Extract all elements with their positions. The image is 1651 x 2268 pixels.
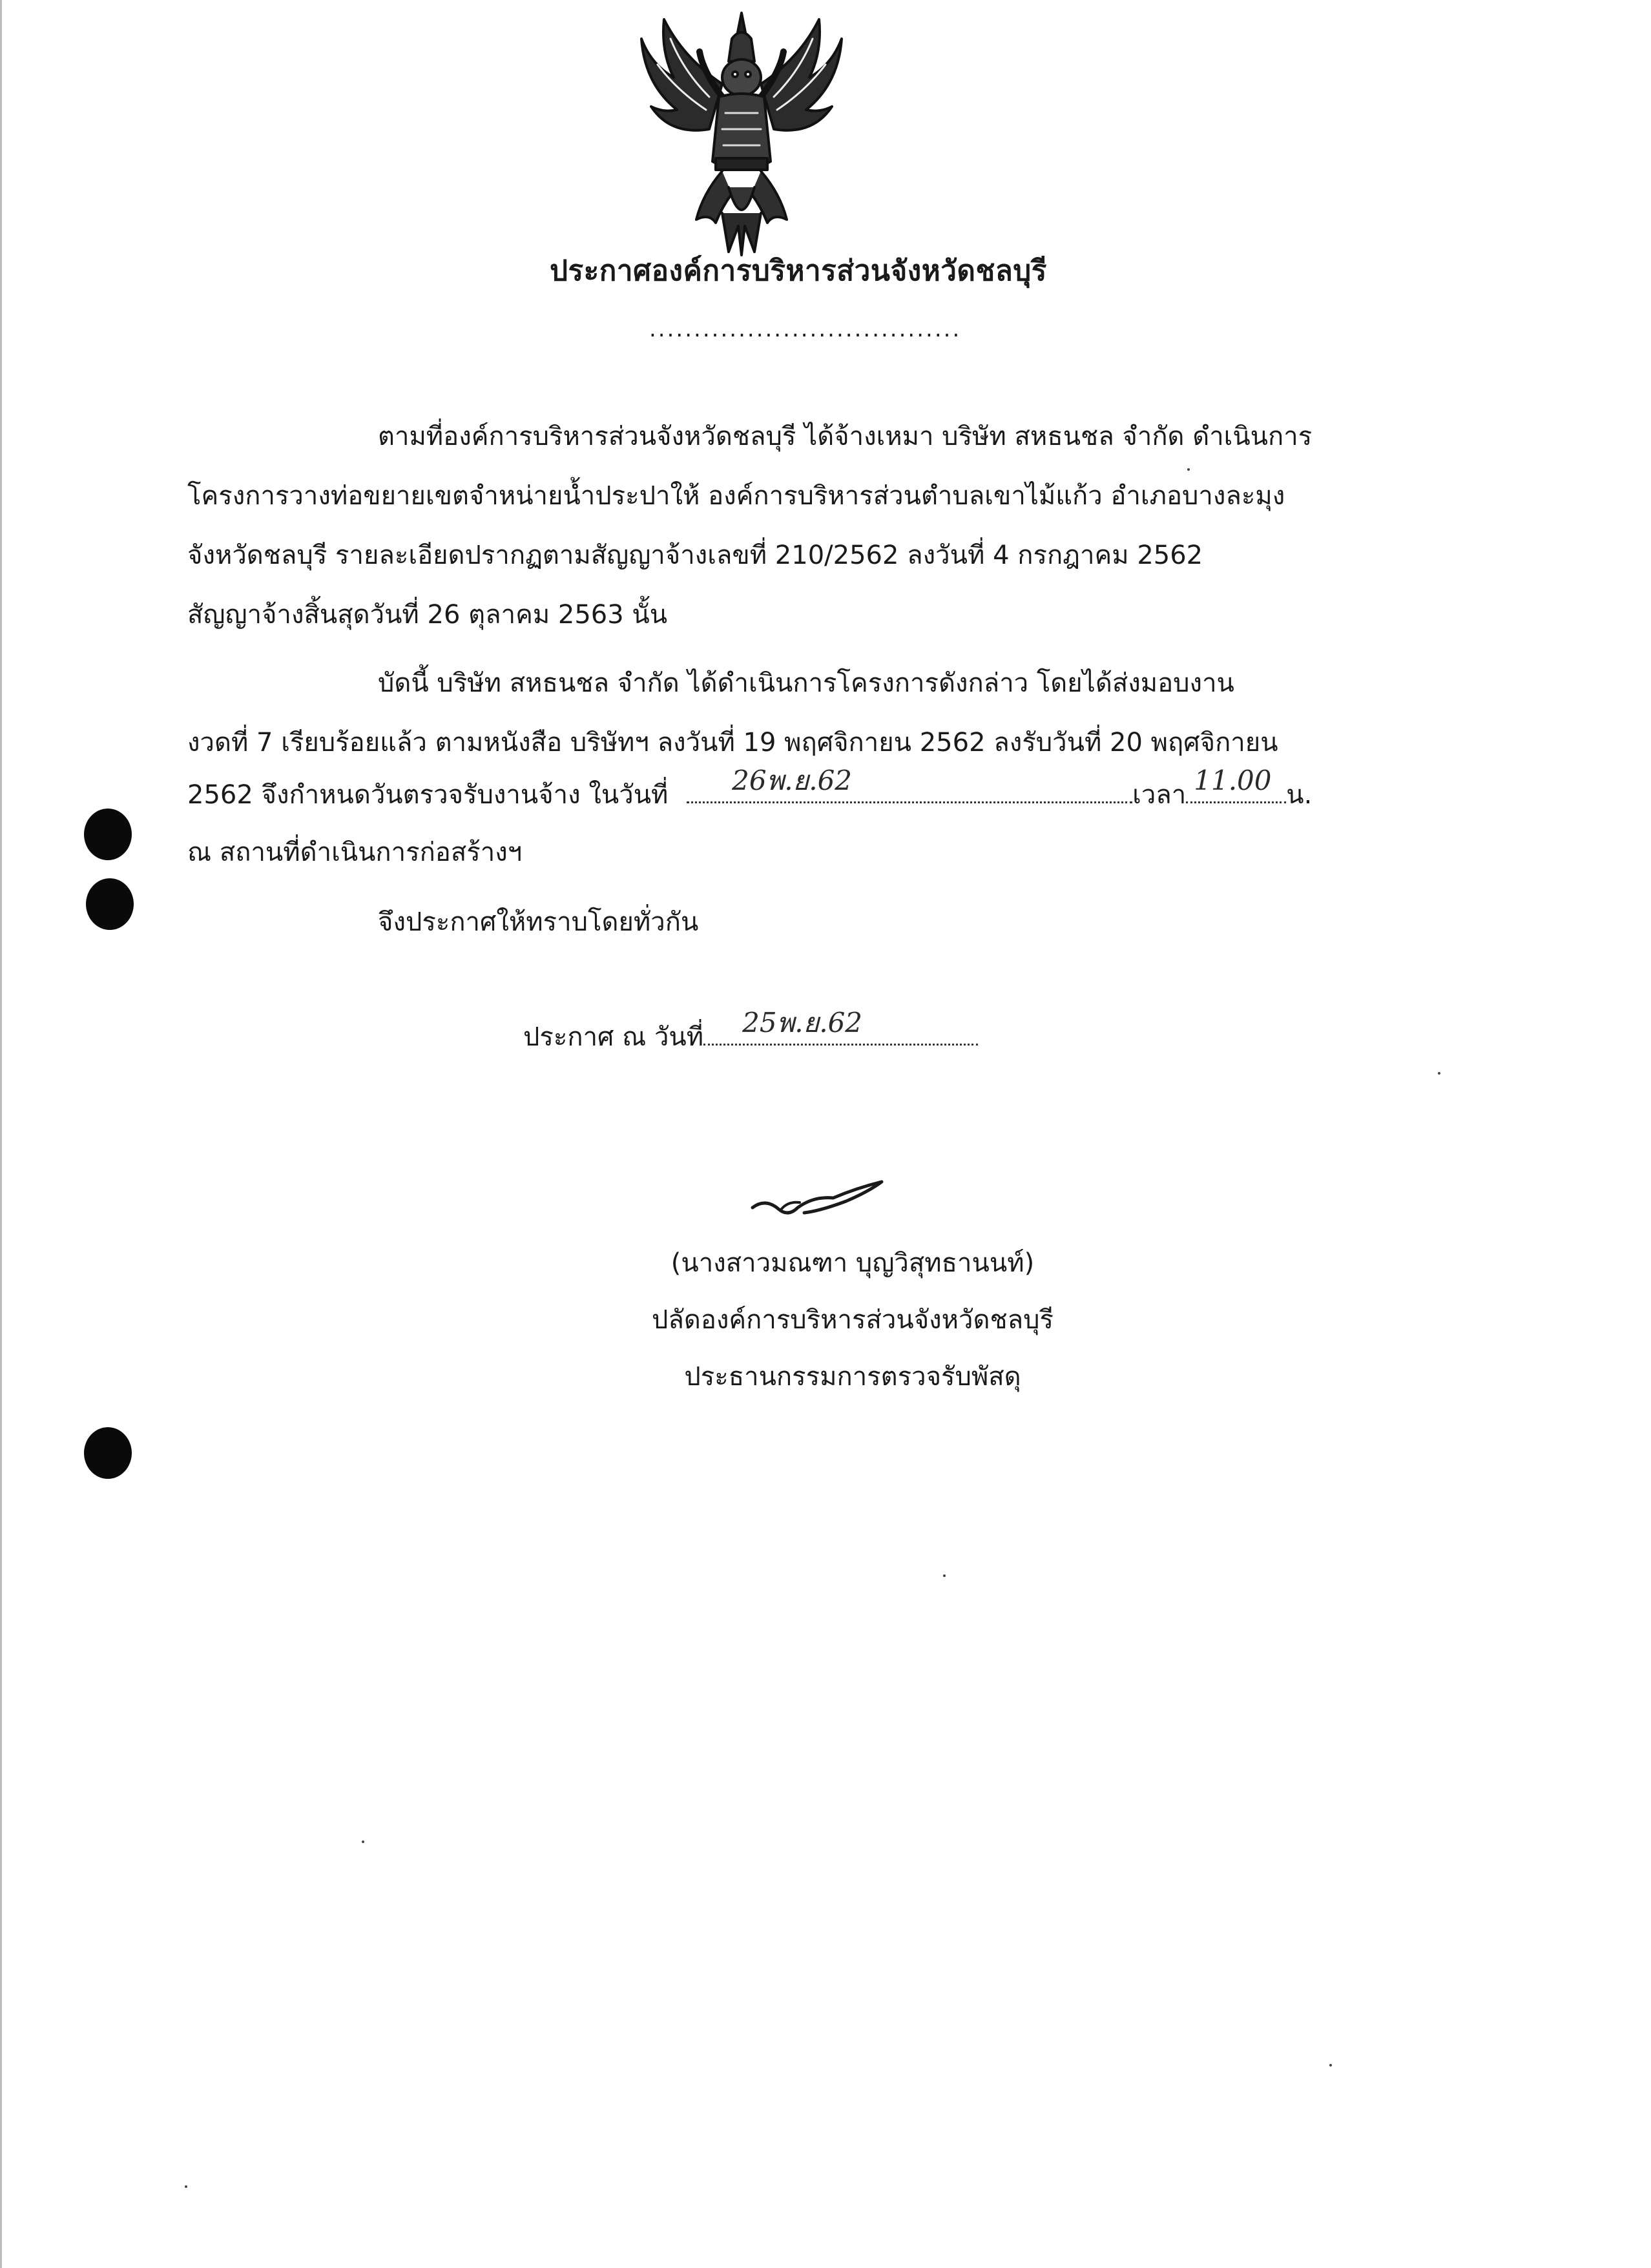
scan-speck — [362, 1840, 364, 1843]
signatory-name: (นางสาวมณฑา บุญวิสุทธานนท์) — [670, 1248, 1035, 1278]
garuda-emblem-icon — [625, 0, 858, 258]
scan-speck — [943, 1574, 946, 1577]
scan-speck — [1329, 2064, 1332, 2067]
paragraph1-line1: ตามที่องค์การบริหารส่วนจังหวัดชลบุรี ได้จ้างเหมา บริษัท สหธนชล จำกัด ดำเนินการ — [378, 422, 1313, 451]
paragraph2-line4: ณ สถานที่ดำเนินการก่อสร้างฯ — [187, 838, 523, 867]
punch-hole-2 — [86, 878, 134, 930]
paragraph1-line2: โครงการวางท่อขยายเขตจำหน่ายน้ำประปาให้ องค์การบริหารส่วนตำบลเขาไม้แก้ว อำเภอบางละมุง — [187, 481, 1285, 511]
punch-hole-3 — [84, 1427, 132, 1479]
paragraph2-line3 — [187, 765, 1313, 813]
inspection-time-handwritten: 11.00 — [1194, 765, 1272, 796]
announce-date-line — [523, 1007, 978, 1055]
inspection-time-field — [1186, 765, 1286, 803]
signatory-position: ปลัดองค์การบริหารส่วนจังหวัดชลบุรี — [651, 1305, 1054, 1335]
inspection-label: 2562 จึงกำหนดวันตรวจรับงานจ้าง ในวันที่ — [187, 780, 669, 810]
inspection-date-handwritten: 26พ.ย.62 — [732, 765, 853, 796]
title-separator: ................................... — [649, 316, 962, 342]
punch-hole-1 — [84, 809, 132, 860]
handwritten-signature — [743, 1162, 904, 1233]
announce-date-field — [703, 1007, 978, 1046]
page-title: ประกาศองค์การบริหารส่วนจังหวัดชลบุรี — [550, 254, 1047, 287]
paragraph1-line4: สัญญาจ้างสิ้นสุดวันที่ 26 ตุลาคม 2563 นั้น — [187, 600, 668, 630]
scan-speck — [1187, 468, 1190, 471]
paragraph1-line3: จังหวัดชลบุรี รายละเอียดปรากฏตามสัญญาจ้างเลขที่ 210/2562 ลงวันที่ 4 กรกฎาคม 2562 — [187, 541, 1203, 570]
closing-line: จึงประกาศให้ทราบโดยทั่วกัน — [378, 907, 699, 937]
signatory-role: ประธานกรรมการตรวจรับพัสดุ — [684, 1362, 1021, 1392]
paragraph2-line2: งวดที่ 7 เรียบร้อยแล้ว ตามหนังสือ บริษัทฯ ลงวันที่ 19 พฤศจิกายน 2562 ลงรับวันที่ 20 พฤศจิกายน — [187, 728, 1278, 758]
scan-edge — [0, 0, 2, 2268]
paragraph2-line1: บัดนี้ บริษัท สหธนชล จำกัด ได้ดำเนินการโครงการดังกล่าว โดยได้ส่งมอบงาน — [378, 668, 1234, 698]
scan-speck — [185, 2185, 187, 2188]
time-suffix: น. — [1286, 780, 1313, 810]
announce-date-handwritten: 25พ.ย.62 — [742, 1007, 863, 1038]
inspection-date-field — [687, 765, 1132, 803]
time-label: เวลา — [1132, 780, 1187, 810]
announce-label: ประกาศ ณ วันที่ — [523, 1022, 704, 1052]
scan-speck — [1438, 1072, 1440, 1075]
